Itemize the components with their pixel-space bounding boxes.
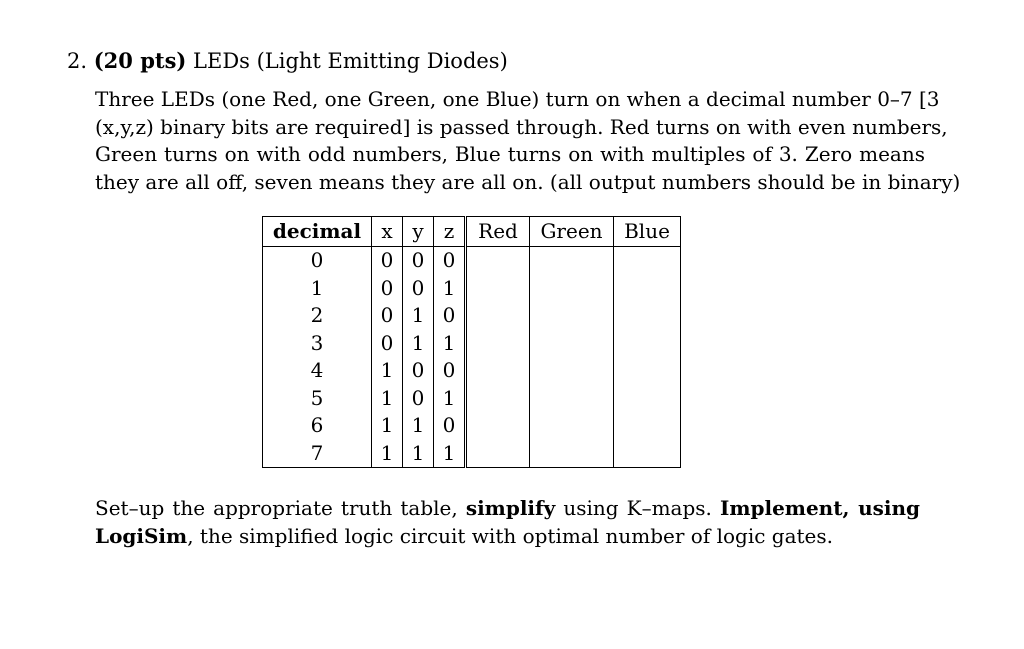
instructions-simplify: simplify: [465, 496, 556, 520]
table-row: [263, 275, 681, 303]
cell-red: [466, 275, 530, 303]
description-line: they are all off, seven means they are all on. (all output numbers should be in binary): [95, 169, 961, 194]
instructions-implement: Implement, using: [719, 496, 921, 520]
table-row: [263, 440, 681, 468]
header-z: z: [434, 217, 466, 247]
table-row: [263, 330, 681, 358]
cell-green: [530, 412, 614, 440]
description-line: Green turns on with odd numbers, Blue turns on with multiples of 3. Zero means: [95, 142, 925, 166]
cell-green: [530, 385, 614, 413]
cell-blue: [614, 247, 681, 275]
cell-y: 0: [403, 357, 434, 385]
problem-title: LEDs (Light Emitting Diodes): [193, 49, 508, 73]
cell-x: 0: [372, 275, 403, 303]
cell-y: 0: [403, 385, 434, 413]
instructions-line-1: [95, 494, 920, 522]
cell-decimal: 4: [263, 357, 372, 385]
cell-x: 0: [372, 302, 403, 330]
table-row: [263, 357, 681, 385]
cell-z: 1: [434, 330, 466, 358]
cell-decimal: 7: [263, 440, 372, 468]
instructions-text: using K–maps.: [563, 496, 712, 520]
cell-y: 1: [403, 302, 434, 330]
truth-table-header-row: [263, 217, 681, 247]
cell-decimal: 6: [263, 412, 372, 440]
cell-green: [530, 440, 614, 468]
cell-blue: [614, 357, 681, 385]
cell-z: 1: [434, 385, 466, 413]
cell-blue: [614, 275, 681, 303]
cell-green: [530, 302, 614, 330]
cell-decimal: 1: [263, 275, 372, 303]
cell-x: 0: [372, 247, 403, 275]
problem-points: (20 pts): [93, 48, 187, 73]
cell-x: 1: [372, 385, 403, 413]
cell-red: [466, 357, 530, 385]
table-row: [263, 302, 681, 330]
header-y: y: [403, 217, 434, 247]
cell-decimal: 5: [263, 385, 372, 413]
instructions-text: Set–up the appropriate truth table,: [95, 496, 458, 520]
cell-y: 1: [403, 412, 434, 440]
problem-description: [95, 86, 961, 196]
cell-red: [466, 412, 530, 440]
cell-blue: [614, 385, 681, 413]
cell-green: [530, 357, 614, 385]
truth-table-body: [263, 247, 681, 468]
cell-red: [466, 385, 530, 413]
instructions-logisim: LogiSim: [95, 524, 188, 548]
cell-green: [530, 247, 614, 275]
table-row: [263, 412, 681, 440]
cell-y: 1: [403, 330, 434, 358]
cell-z: 1: [434, 440, 466, 468]
header-decimal: decimal: [263, 217, 372, 247]
cell-decimal: 0: [263, 247, 372, 275]
description-line: Three LEDs (one Red, one Green, one Blue) turn on when a decimal number 0–7 [3: [95, 87, 940, 111]
cell-green: [530, 275, 614, 303]
cell-red: [466, 247, 530, 275]
cell-z: 0: [434, 302, 466, 330]
header-blue: Blue: [614, 217, 681, 247]
instructions-line-2: [95, 522, 920, 550]
cell-x: 1: [372, 357, 403, 385]
cell-x: 1: [372, 412, 403, 440]
cell-red: [466, 440, 530, 468]
truth-table: [262, 216, 681, 468]
cell-blue: [614, 302, 681, 330]
instructions-text: , the simplified logic circuit with optimal number of logic gates.: [187, 524, 834, 548]
cell-y: 0: [403, 275, 434, 303]
cell-blue: [614, 412, 681, 440]
problem-heading: [67, 47, 508, 75]
cell-green: [530, 330, 614, 358]
table-row: [263, 385, 681, 413]
cell-z: 1: [434, 275, 466, 303]
cell-blue: [614, 330, 681, 358]
cell-decimal: 2: [263, 302, 372, 330]
cell-z: 0: [434, 357, 466, 385]
cell-y: 0: [403, 247, 434, 275]
instructions: [95, 494, 920, 550]
cell-x: 0: [372, 330, 403, 358]
problem-number: 2.: [67, 49, 88, 73]
cell-x: 1: [372, 440, 403, 468]
table-row: [263, 247, 681, 275]
cell-y: 1: [403, 440, 434, 468]
description-line: (x,y,z) binary bits are required] is passed through. Red turns on with even numbers,: [95, 114, 948, 139]
header-x: x: [372, 217, 403, 247]
cell-z: 0: [434, 247, 466, 275]
cell-decimal: 3: [263, 330, 372, 358]
cell-blue: [614, 440, 681, 468]
cell-red: [466, 330, 530, 358]
header-red: Red: [466, 217, 530, 247]
header-green: Green: [530, 217, 614, 247]
cell-z: 0: [434, 412, 466, 440]
cell-red: [466, 302, 530, 330]
